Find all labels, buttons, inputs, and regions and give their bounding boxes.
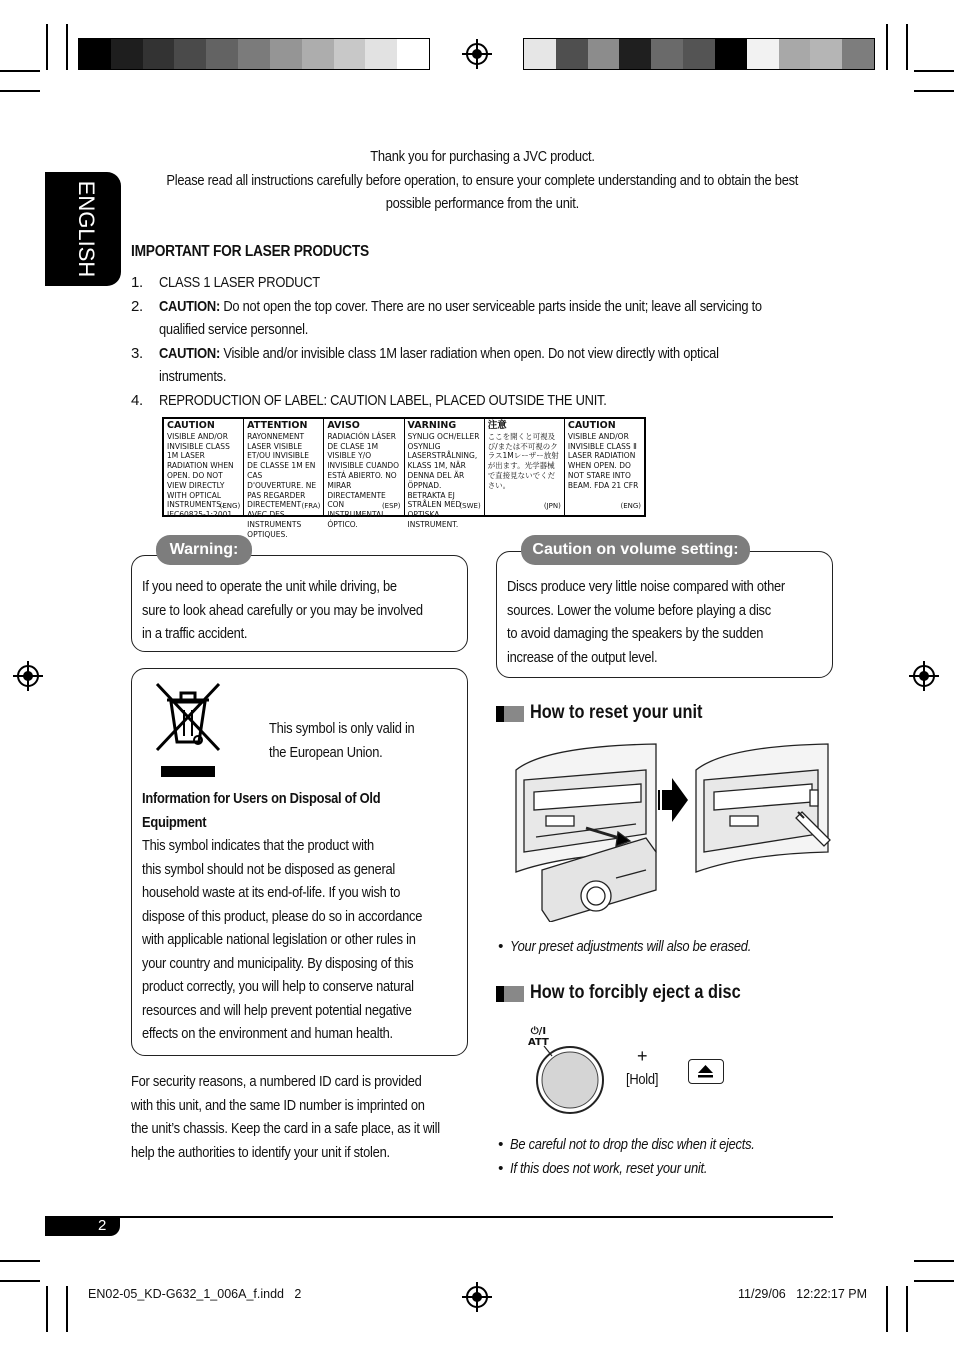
att-label: ATT [528, 1037, 549, 1048]
intro-line-3: possible performance from the unit. [385, 195, 579, 212]
bullet: • [498, 1159, 503, 1177]
laser-item-number: 4. [131, 391, 143, 409]
color-swatch [270, 39, 302, 69]
color-swatch [588, 39, 620, 69]
section-marker-icon [496, 706, 524, 722]
intro-line-2: Please read all instructions carefully before operation, to ensure your complete understanding and to obtain the best [166, 171, 798, 189]
label-cell-title: AVISO [327, 420, 360, 431]
label-cell-lang: (ESP) [381, 502, 401, 511]
disposal-line: This symbol indicates that the product with [142, 837, 374, 854]
disposal-line: product correctly, you will help to conserve natural [142, 978, 414, 995]
color-swatch [556, 39, 588, 69]
color-swatch [810, 39, 842, 69]
label-cell [405, 419, 485, 529]
crossed-bin-icon [153, 680, 223, 780]
att-knob-icon[interactable] [530, 1040, 610, 1120]
color-swatch [683, 39, 715, 69]
eject-heading [530, 982, 775, 1004]
plus-sign: + [637, 1046, 648, 1066]
label-cell [324, 419, 404, 529]
color-bar-left [78, 38, 430, 70]
laser-item [131, 389, 831, 413]
disposal-line: household waste at its end-of-life. If you wish to [142, 884, 401, 901]
warning-text [142, 575, 469, 646]
reset-note-text: Your preset adjustments will also be erased. [510, 938, 752, 955]
reset-note [498, 935, 752, 959]
laser-item [131, 271, 831, 295]
security-line: the unit’s chassis. Keep the card in a safe place, as it will [131, 1120, 440, 1137]
symbol-note [269, 717, 438, 764]
security-text [131, 1070, 490, 1164]
page-number-tab [45, 1218, 120, 1236]
security-line: with this unit, and the same ID number is imprinted on [131, 1096, 425, 1114]
laser-list [131, 271, 831, 412]
disposal-line: this symbol should not be disposed as general [142, 860, 396, 878]
symbol-note-line: This symbol is only valid in [269, 720, 415, 737]
volume-line: increase of the output level. [507, 648, 658, 666]
eject-button-icon[interactable] [688, 1059, 724, 1084]
disposal-line: resources and will help prevent potential negative [142, 1001, 412, 1019]
hold-label [626, 1068, 663, 1092]
section-marker-icon [496, 986, 524, 1002]
color-swatch [651, 39, 683, 69]
label-cell-lang: (SWE) [459, 502, 481, 511]
label-cell-title: VARNING [407, 420, 457, 431]
color-swatch [174, 39, 206, 69]
color-swatch [238, 39, 270, 69]
volume-line: to avoid damaging the speakers by the sudden [507, 625, 764, 642]
color-swatch [779, 39, 811, 69]
color-swatch [79, 39, 111, 69]
laser-item-text: CLASS 1 LASER PRODUCT [159, 274, 320, 291]
label-cell-lang: (JPN) [543, 502, 561, 511]
label-cell [164, 419, 244, 520]
bullet: • [498, 1136, 503, 1153]
reset-illustration [506, 742, 836, 922]
warning-line: in a traffic accident. [142, 625, 248, 642]
caution-label [162, 417, 646, 539]
security-line: For security reasons, a numbered ID card is provided [131, 1073, 422, 1090]
registration-mark-bottom [466, 1286, 488, 1308]
color-swatch [524, 39, 556, 69]
footer-date: 11/29/06 12:22:17 PM [738, 1287, 868, 1301]
label-cell-body: VISIBLE AND/OR INVISIBLE CLASS 1M LASER RADIATION WHEN OPEN. DO NOT VIEW DIRECTLY WITH OPTICAL INSTRUMENTS. IEC60825-1:2001 [167, 431, 234, 520]
laser-item-text: Do not open the top cover. There are no user serviceable parts inside the unit; leave all servicing to [220, 297, 762, 315]
intro-line-1: Thank you for purchasing a JVC product. [369, 148, 595, 165]
label-cell-title: CAUTION [167, 420, 215, 431]
label-cell [565, 419, 644, 515]
label-cell-title: CAUTION [567, 420, 616, 431]
label-cell-body: RADIACIÓN LÁSER DE CLASE 1M VISIBLE Y/O INVISIBLE CUANDO ESTÁ ABIERTO. NO MIRAR DIRECTAMENTE CON INSTRUMENTAL ÓPTICO. [327, 431, 400, 529]
volume-line: sources. Lower the volume before playing a disc [507, 601, 771, 619]
color-swatch [397, 39, 429, 69]
reset-heading [530, 702, 731, 724]
laser-item-number: 1. [131, 274, 143, 291]
disposal-text [142, 787, 468, 1046]
warning-title: Warning: [156, 535, 252, 565]
eject-note: If this does not work, reset your unit. [510, 1159, 708, 1177]
label-cell-lang: (ENG) [620, 502, 642, 511]
color-swatch [747, 39, 779, 69]
label-cell-body: SYNLIG OCH/ELLER OSYNLIG LASERSTRÅLNING, KLASS 1M, NÄR DENNA DEL ÄR ÖPPNAD. BETRAKTA EJ STRÅLEN MED OPTISKA INSTRUMENT. [407, 431, 480, 529]
warning-line: sure to look ahead carefully or you may be involved [142, 601, 423, 619]
laser-item-bold: CAUTION: [159, 344, 221, 362]
laser-item-number: 2. [131, 297, 143, 315]
color-swatch [842, 39, 874, 69]
warning-line: If you need to operate the unit while driving, be [142, 578, 397, 595]
laser-heading [131, 240, 408, 264]
eject-notes [498, 1133, 755, 1180]
disposal-heading-line: Information for Users on Disposal of Old [142, 790, 381, 807]
laser-item-continuation: qualified service personnel. [159, 321, 309, 338]
disposal-line: dispose of this product, please do so in accordance [142, 907, 423, 925]
label-cell-body: ここを開くと可視及び/または不可視のクラス1Mレーザー放射が出ます。光学器械で直接見ないでください。 [487, 431, 559, 490]
laser-item-continuation: instruments. [159, 368, 227, 385]
hold-label-text: [Hold] [626, 1071, 659, 1088]
laser-item-text: REPRODUCTION OF LABEL: CAUTION LABEL, PLACED OUTSIDE THE UNIT. [159, 391, 607, 409]
page-number: 2 [98, 1217, 107, 1234]
disposal-heading-line: Equipment [142, 813, 207, 831]
color-swatch [715, 39, 747, 69]
color-swatch [206, 39, 238, 69]
laser-item-text: Visible and/or invisible class 1M laser radiation when open. Do not view directly with optical [220, 344, 719, 362]
reset-heading-text: How to reset your unit [530, 702, 703, 723]
registration-mark-right [913, 665, 935, 687]
disposal-line: with applicable national legislation or other rules in [142, 931, 416, 948]
color-swatch [143, 39, 175, 69]
footer-rule [45, 1216, 833, 1218]
laser-item-bold: CAUTION: [159, 297, 221, 315]
label-cell-body: RAYONNEMENT LASER VISIBLE ET/OU INVISIBLE DE CLASSE 1M EN CAS D'OUVERTURE. NE PAS REGARDER DIRECTEMENT AVEC DES INSTRUMENTS OPTIQUES. [247, 431, 317, 539]
label-cell-lang: (FRA) [301, 502, 321, 511]
color-bar-right [523, 38, 875, 70]
bullet: • [498, 938, 503, 955]
laser-item [131, 295, 831, 342]
footer-file: EN02-05_KD-G632_1_006A_f.indd 2 [88, 1287, 302, 1301]
color-swatch [334, 39, 366, 69]
volume-caution-title: Caution on volume setting: [521, 535, 750, 565]
label-cell [485, 419, 565, 515]
disposal-line: your country and municipality. By disposing of this [142, 954, 414, 972]
volume-caution-text [507, 575, 830, 669]
intro-text [0, 145, 954, 216]
security-line: help the authorities to identify your unit if stolen. [131, 1143, 390, 1161]
registration-mark-left [17, 665, 39, 687]
eject-heading-text: How to forcibly eject a disc [530, 982, 741, 1003]
label-cell-title: ATTENTION [247, 420, 308, 431]
label-cell-body: VISIBLE AND/OR INVISIBLE CLASS Ⅱ LASER RADIATION WHEN OPEN. DO NOT STARE INTO BEAM. FDA 21 CFR [567, 431, 639, 490]
registration-mark-top [466, 43, 488, 65]
power-label: ⏻/I [530, 1026, 547, 1037]
disposal-line: effects on the environment and human health. [142, 1025, 393, 1042]
label-cell-lang: (ENG) [219, 502, 241, 511]
laser-item [131, 342, 831, 389]
eject-note: Be careful not to drop the disc when it ejects. [510, 1136, 755, 1153]
language-tab-label: ENGLISH [74, 180, 99, 278]
label-cell-title: 注意 [487, 420, 507, 431]
label-cell [244, 419, 324, 539]
symbol-note-line: the European Union. [269, 743, 383, 761]
color-swatch [302, 39, 334, 69]
laser-item-number: 3. [131, 344, 143, 362]
laser-heading-text: IMPORTANT FOR LASER PRODUCTS [131, 243, 369, 260]
color-swatch [365, 39, 397, 69]
color-swatch [619, 39, 651, 69]
color-swatch [111, 39, 143, 69]
volume-line: Discs produce very little noise compared with other [507, 578, 785, 595]
